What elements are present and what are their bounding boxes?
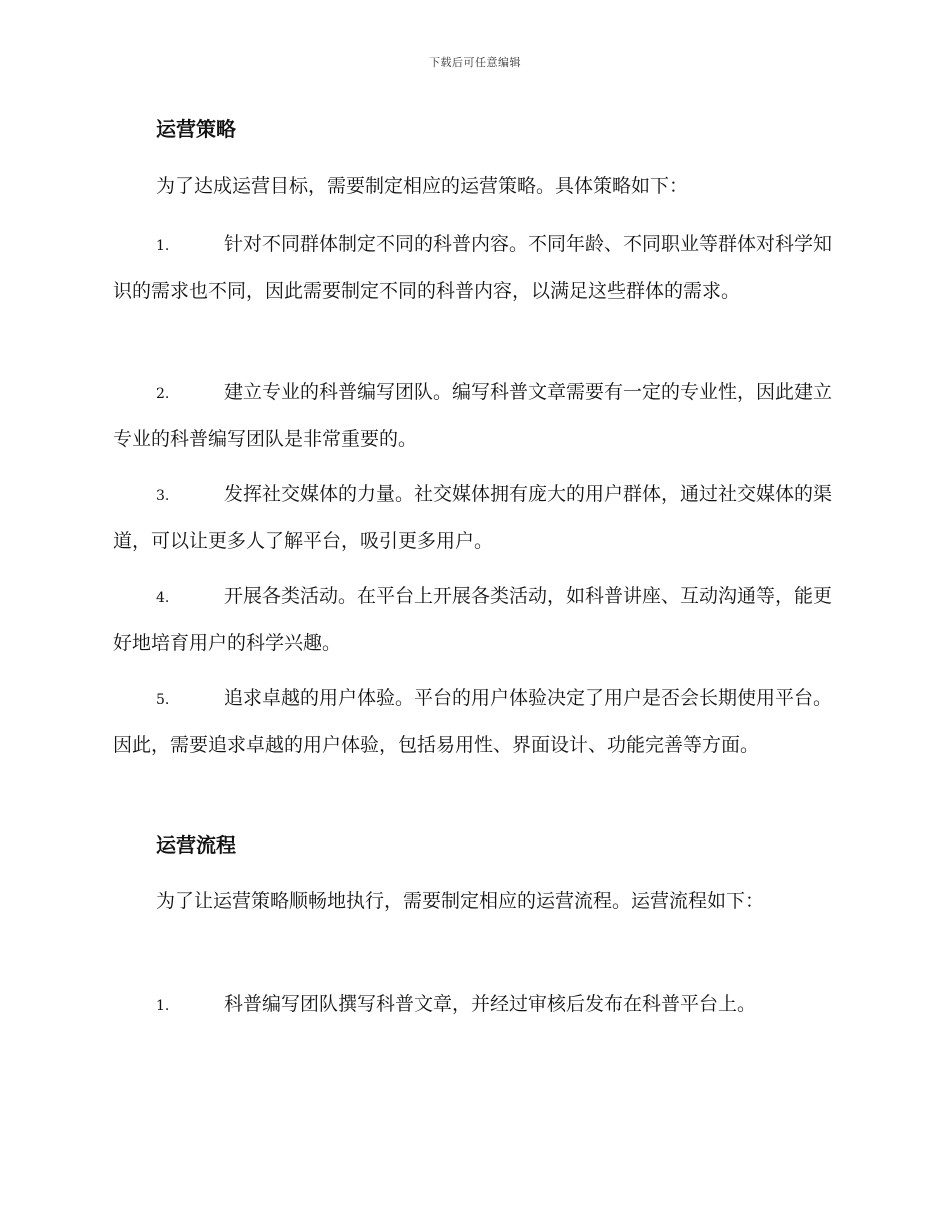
process-list-item — [113, 982, 838, 1029]
process-intro-text: 为了让运营策略顺畅地执行，需要制定相应的运营流程。运营流程如下： — [156, 890, 765, 912]
strategy-list-item — [113, 222, 838, 314]
list-number: 1. — [156, 238, 170, 254]
strategy-list-item — [113, 676, 838, 768]
list-item-text: 建立专业的科普编写团队。编写科普文章需要有一定的专业性，因此建立专业的科普编写团队是非常重要的。 — [113, 381, 833, 450]
list-number: 3. — [156, 488, 170, 504]
list-number: 1. — [156, 998, 170, 1014]
process-intro-paragraph — [113, 879, 838, 924]
list-item-text: 开展各类活动。在平台上开展各类活动，如科普讲座、互动沟通等，能更好地培育用户的科学兴趣。 — [113, 585, 833, 654]
list-number: 4. — [156, 590, 170, 606]
section-heading-strategy: 运营策略 — [156, 117, 236, 141]
strategy-list-item — [113, 472, 838, 564]
list-item-text: 针对不同群体制定不同的科普内容。不同年龄、不同职业等群体对科学知识的需求也不同，因此需要制定不同的科普内容，以满足这些群体的需求。 — [113, 233, 833, 302]
strategy-list-item — [113, 370, 838, 462]
section-heading-process: 运营流程 — [156, 833, 236, 857]
list-number: 2. — [156, 386, 170, 402]
header-note: 下载后可任意编辑 — [429, 56, 521, 69]
strategy-intro-text: 为了达成运营目标，需要制定相应的运营策略。具体策略如下： — [156, 175, 689, 197]
list-item-text: 科普编写团队撰写科普文章，并经过审核后发布在科普平台上。 — [224, 993, 757, 1015]
list-number: 5. — [156, 692, 170, 708]
strategy-list-item — [113, 574, 838, 666]
strategy-intro-paragraph — [113, 164, 838, 209]
list-item-text: 追求卓越的用户体验。平台的用户体验决定了用户是否会长期使用平台。因此，需要追求卓越的用户体验，包括易用性、界面设计、功能完善等方面。 — [113, 687, 833, 756]
list-item-text: 发挥社交媒体的力量。社交媒体拥有庞大的用户群体，通过社交媒体的渠道，可以让更多人了解平台，吸引更多用户。 — [113, 483, 833, 552]
